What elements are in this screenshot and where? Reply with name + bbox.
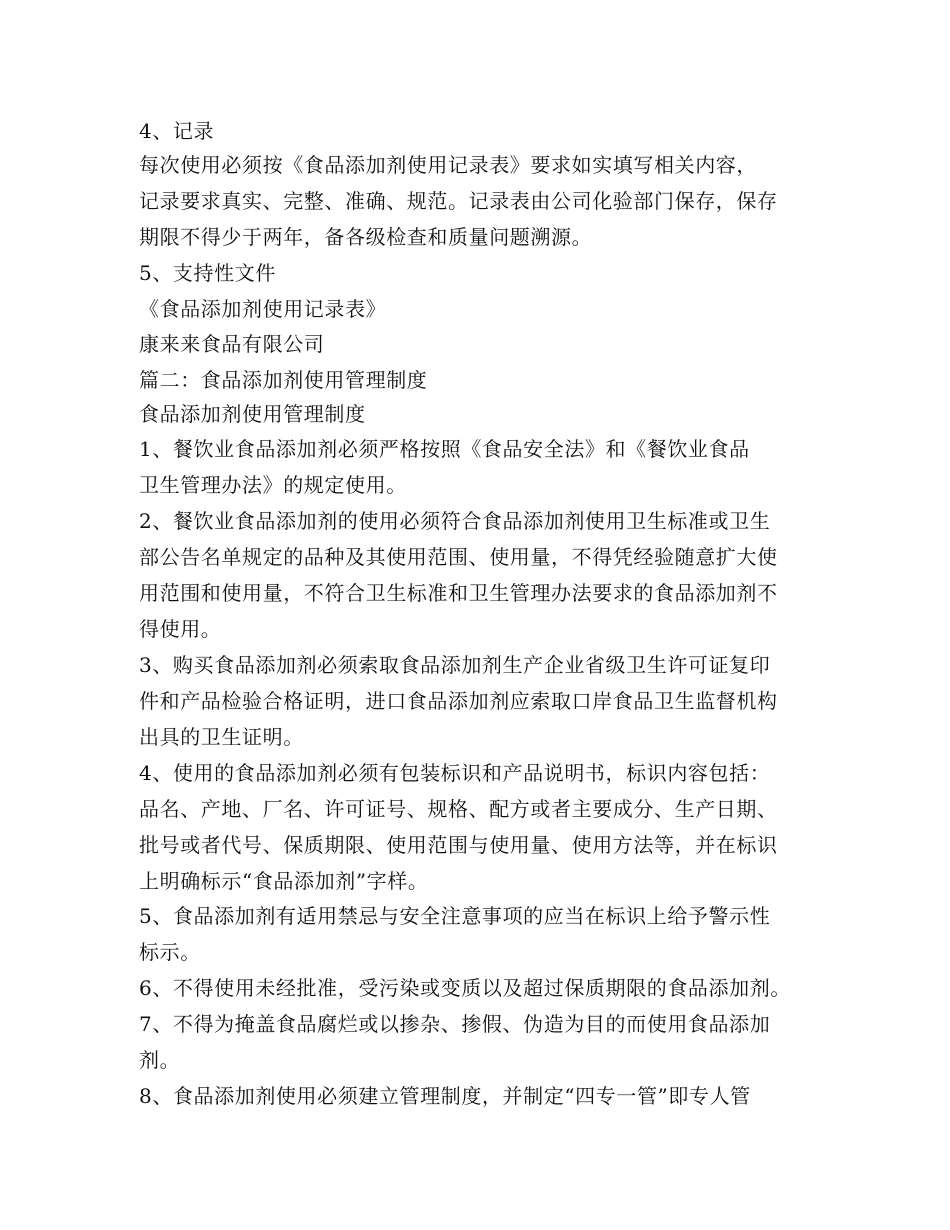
text-line: 8、食品添加剂使用必须建立管理制度，并制定“四专一管”即专人管 [139,1084,751,1108]
text-line: 标示。 [139,940,201,964]
text-line: 件和产品检验合格证明，进口食品添加剂应索取口岸食品卫生监督机构 [139,689,778,713]
text-line: 6、不得使用未经批准，受污染或变质以及超过保质期限的食品添加剂。 [139,976,791,1000]
text-line: 1、餐饮业食品添加剂必须严格按照《食品安全法》和《餐饮业食品 [139,437,750,461]
text-line: 记录要求真实、完整、准确、规范。记录表由公司化验部门保存，保存 [139,189,778,213]
section-heading: 篇二：食品添加剂使用管理制度 [139,368,428,392]
text-line: 用范围和使用量，不符合卫生标准和卫生管理办法要求的食品添加剂不 [139,581,778,605]
text-line: 5、支持性文件 [139,261,276,285]
text-line: 7、不得为掩盖食品腐烂或以掺杂、掺假、伪造为目的而使用食品添加 [139,1012,771,1036]
text-line: 部公告名单规定的品种及其使用范围、使用量，不得凭经验随意扩大使 [139,545,778,569]
text-line: 4、记录 [139,119,215,143]
text-line: 康来来食品有限公司 [139,332,325,356]
text-line: 批号或者代号、保质期限、使用范围与使用量、使用方法等，并在标识 [139,833,778,857]
text-line: 3、购买食品添加剂必须索取食品添加剂生产企业省级卫生许可证复印 [139,653,771,677]
text-line: 出具的卫生证明。 [139,725,304,749]
text-line: 剂。 [139,1048,181,1072]
text-line: 《食品添加剂使用记录表》 [139,297,387,321]
text-line: 每次使用必须按《食品添加剂使用记录表》要求如实填写相关内容， [139,153,757,177]
section-title: 食品添加剂使用管理制度 [139,402,366,426]
text-line: 5、食品添加剂有适用禁忌与安全注意事项的应当在标识上给予警示性 [139,904,771,928]
text-line: 4、使用的食品添加剂必须有包装标识和产品说明书，标识内容包括： [139,761,771,785]
text-line: 卫生管理办法》的规定使用。 [139,473,407,497]
text-line: 上明确标示“食品添加剂”字样。 [139,869,429,893]
text-line: 2、餐饮业食品添加剂的使用必须符合食品添加剂使用卫生标准或卫生 [139,509,771,533]
text-line: 得使用。 [139,617,222,641]
text-line: 品名、产地、厂名、许可证号、规格、配方或者主要成分、生产日期、 [139,797,778,821]
text-line: 期限不得少于两年，备各级检查和质量问题溯源。 [139,225,593,249]
